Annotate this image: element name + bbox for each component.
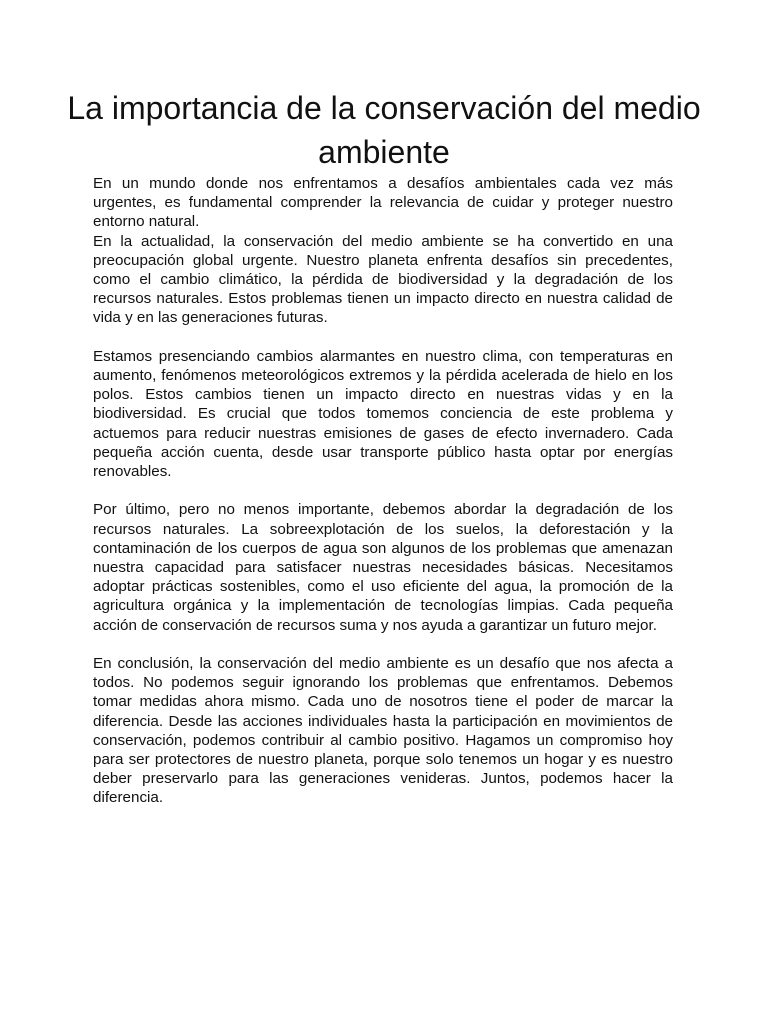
paragraph-context: En la actualidad, la conservación del medio ambiente se ha convertido en una preocupación global urgente. Nuestro planeta enfrenta desafíos sin precedentes, como el cambio climático, la pérdida de biodiversidad y la degradación de los recursos naturales. Estos problemas tienen un impacto directo en nuestra calidad de vida y en las generaciones futuras. xyxy=(93,232,673,327)
paragraph-intro: En un mundo donde nos enfrentamos a desafíos ambientales cada vez más urgentes, es fundamental comprender la relevancia de cuidar y proteger nuestro entorno natural. xyxy=(93,175,673,231)
paragraph-climate: Estamos presenciando cambios alarmantes en nuestro clima, con temperaturas en aumento, fenómenos meteorológicos extremos y la pérdida acelerada de hielo en los polos. Estos cambios tienen un impacto directo en nuestras vidas y en la biodiversidad. Es crucial que todos tomemos conciencia de este problema y actuemos para reducir nuestras emisiones de gases de efecto invernadero. Cada pequeña acción cuenta, desde usar transporte público hasta optar por energías renovables. xyxy=(93,347,673,481)
document-body xyxy=(93,174,673,808)
paragraph-resources: Por último, pero no menos importante, debemos abordar la degradación de los recursos naturales. La sobreexplotación de los suelos, la deforestación y la contaminación de los cuerpos de agua son algunos de los problemas que amenazan nuestra capacidad para satisfacer nuestras necesidades básicas. Necesitamos adoptar prácticas sostenibles, como el uso eficiente del agua, la promoción de la agricultura orgánica y la implementación de tecnologías limpias. Cada pequeña acción de conservación de recursos suma y nos ayuda a garantizar un futuro mejor. xyxy=(93,501,673,634)
document-title: La importancia de la conservación del medio ambiente xyxy=(67,90,701,170)
paragraph-conclusion: En conclusión, la conservación del medio ambiente es un desafío que nos afecta a todos. No podemos seguir ignorando los problemas que enfrentamos. Debemos tomar medidas ahora mismo. Cada uno de nosotros tiene el poder de marcar la diferencia. Desde las acciones individuales hasta la participación en movimientos de conservación, podemos contribuir al cambio positivo. Hagamos un compromiso hoy para ser protectores de nuestro planeta, porque solo tenemos un hogar y es nuestro deber preservarlo para las generaciones venideras. Juntos, podemos hacer la diferencia. xyxy=(93,655,673,807)
